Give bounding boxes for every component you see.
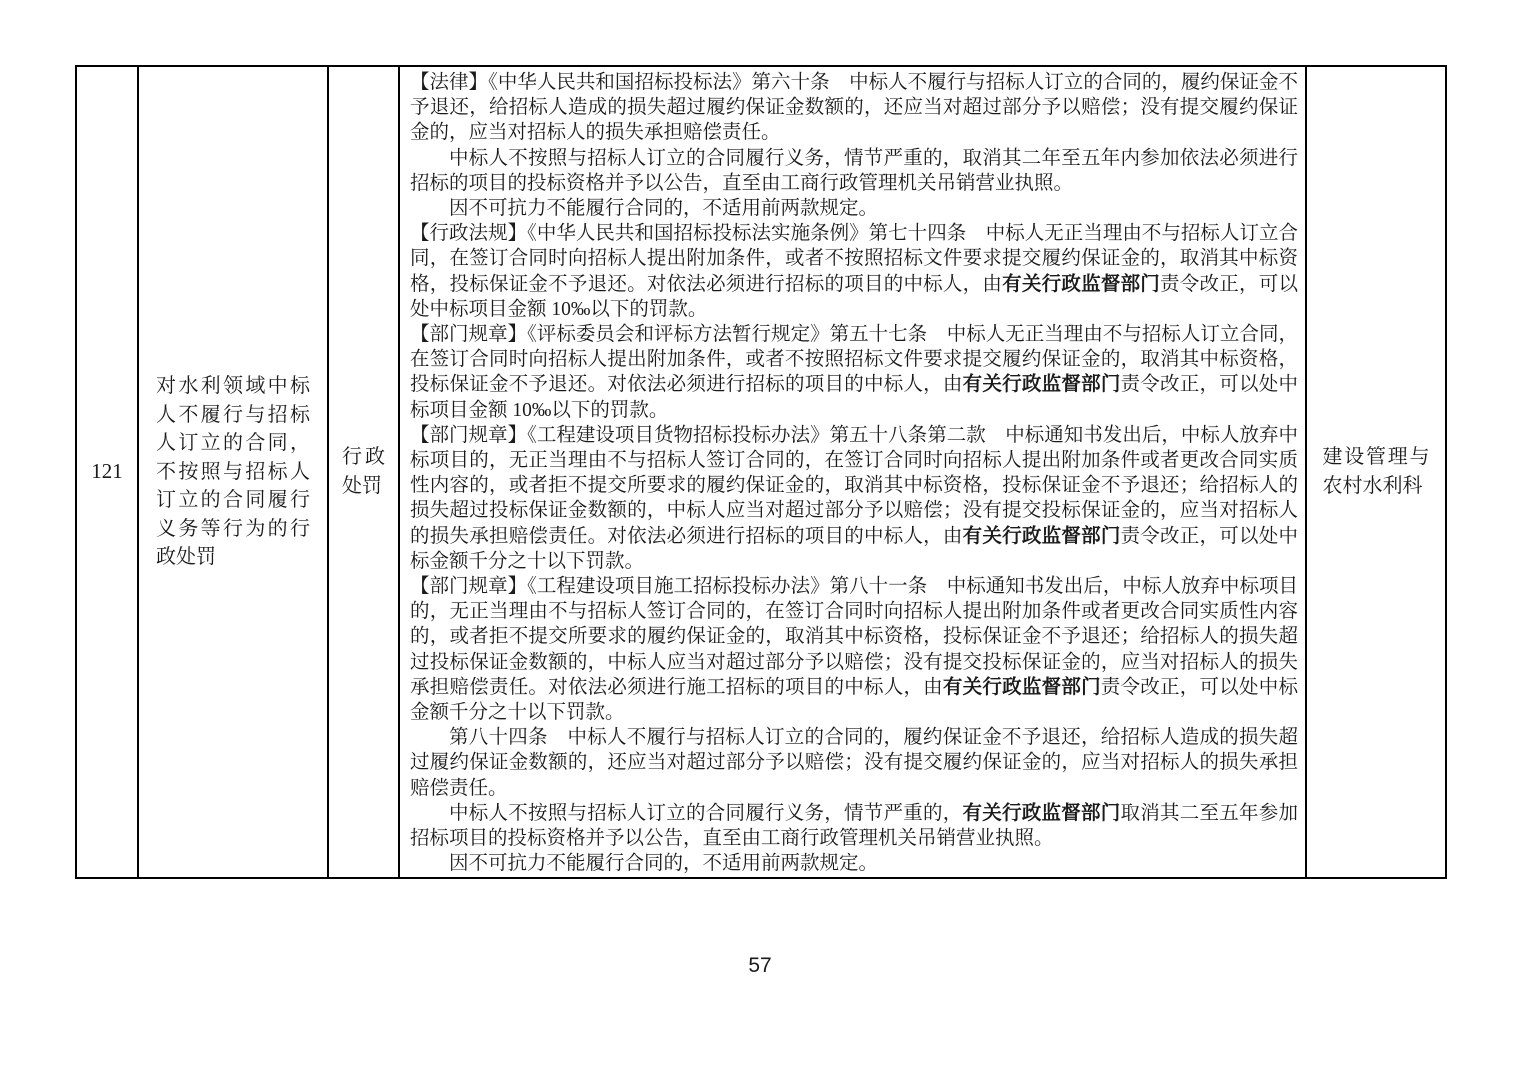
text-run: 责令改正，可以处中标项目金额 10‰以下的罚款。	[410, 374, 1298, 421]
law-paragraph	[410, 322, 1298, 423]
text-run: 【部门规章】《评标委员会和评标方法暂行规定》第五十七条 中标人无正当理由不与招标人订立合同，在签订合同时向招标人提出附加条件，或者不按照招标文件要求提交履约保证金的，取消其中标资格，投标保证金不予退还。对依法必须进行招标的项目的中标人，由	[410, 324, 1298, 396]
page-number: 57	[748, 954, 772, 977]
law-paragraph	[410, 196, 1298, 221]
legal-basis-cell	[399, 66, 1306, 878]
text-run: 因不可抗力不能履行合同的，不适用前两款规定。	[449, 198, 879, 220]
text-run: 中标人不按照与招标人订立的合同履行义务，情节严重的，	[449, 802, 963, 824]
responsible-department-cell	[1306, 66, 1446, 878]
text-run: 【部门规章】《工程建设项目货物招标投标办法》第五十八条第二款 中标通知书发出后，中标人放弃中标项目的，无正当理由不与招标人签订合同的，在签订合同时向招标人提出附加条件或者更改合同实质性内容的，或者拒不提交所要求的履约保证金的，取消其中标资格，投标保证金不予退还；给招标人的损失超过投标保证金数额的，中标人应当对超过部分予以赔偿；没有提交投标保证金的，应当对招标人的损失承担赔偿责任。对依法必须进行招标的项目的中标人，由	[410, 424, 1298, 547]
bold-run: 有关行政监督部门	[1002, 273, 1161, 295]
law-paragraph	[410, 70, 1298, 146]
penalty-item-name-cell: 对水利领域中标人不履行与招标人订立的合同，不按照与招标人订立的合同履行义务等行为的行政处罚	[138, 66, 328, 878]
bold-run: 有关行政监督部门	[962, 802, 1121, 824]
text-run: 中标人不按照与招标人订立的合同履行义务，情节严重的，取消其二年至五年内参加依法必须进行招标的项目的投标资格并予以公告，直至由工商行政管理机关吊销营业执照。	[410, 147, 1298, 194]
law-paragraph	[410, 574, 1298, 725]
legal-basis-text	[410, 70, 1298, 877]
penalty-items-table	[75, 65, 1447, 879]
bold-run: 有关行政监督部门	[962, 374, 1121, 396]
bold-run: 有关行政监督部门	[962, 525, 1121, 547]
text-run: 【部门规章】《工程建设项目施工招标投标办法》第八十一条 中标通知书发出后，中标人放弃中标项目的，无正当理由不与招标人签订合同的，在签订合同时向招标人提出附加条件或者更改合同实质性内容的，或者拒不提交所要求的履约保证金的，取消其中标资格，投标保证金不予退还；给招标人的损失超过投标保证金数额的，中标人应当对超过部分予以赔偿；没有提交投标保证金的，应当对招标人的损失承担赔偿责任。对依法必须进行施工招标的项目的中标人，由	[410, 576, 1298, 698]
law-paragraph	[410, 423, 1298, 574]
law-paragraph	[410, 801, 1298, 851]
table-row	[76, 66, 1446, 878]
row-number-cell: 121	[76, 66, 138, 878]
penalty-category-cell	[328, 66, 399, 878]
text-run: 第八十四条 中标人不履行与招标人订立的合同的，履约保证金不予退还，给招标人造成的损失超过履约保证金数额的，还应当对超过部分予以赔偿；没有提交履约保证金的，应当对招标人的损失承担赔偿责任。	[410, 727, 1298, 799]
text-run: 责令改正，可以处中标金额千分之十以下罚款。	[410, 676, 1298, 724]
text-run: 因不可抗力不能履行合同的，不适用前两款规定。	[449, 853, 879, 875]
text-run: 【法律】《中华人民共和国招标投标法》第六十条 中标人不履行与招标人订立的合同的，履约保证金不予退还，给招标人造成的损失超过履约保证金数额的，还应当对超过部分予以赔偿；没有提交履约保证金的，应当对招标人的损失承担赔偿责任。	[410, 72, 1298, 144]
law-paragraph	[410, 725, 1298, 801]
bold-run: 有关行政监督部门	[942, 676, 1101, 698]
text-run: 【行政法规】《中华人民共和国招标投标法实施条例》第七十四条 中标人无正当理由不与招标人订立合同，在签订合同时向招标人提出附加条件，或者不按照招标文件要求提交履约保证金的，取消其中标资格，投标保证金不予退还。对依法必须进行招标的项目的中标人，由	[410, 223, 1298, 295]
responsible-department-text: 建设管理与农村水利科	[1322, 446, 1430, 497]
law-paragraph	[410, 146, 1298, 196]
text-run: 责令改正，可以处中标项目金额 10‰以下的罚款。	[410, 273, 1298, 320]
law-paragraph	[410, 851, 1298, 876]
law-paragraph	[410, 221, 1298, 322]
text-run: 取消其二至五年参加招标项目的投标资格并予以公告，直至由工商行政管理机关吊销营业执照。	[410, 802, 1298, 850]
penalty-category-text: 行政处罚	[342, 446, 385, 497]
text-run: 责令改正，可以处中标金额千分之十以下罚款。	[410, 525, 1298, 572]
